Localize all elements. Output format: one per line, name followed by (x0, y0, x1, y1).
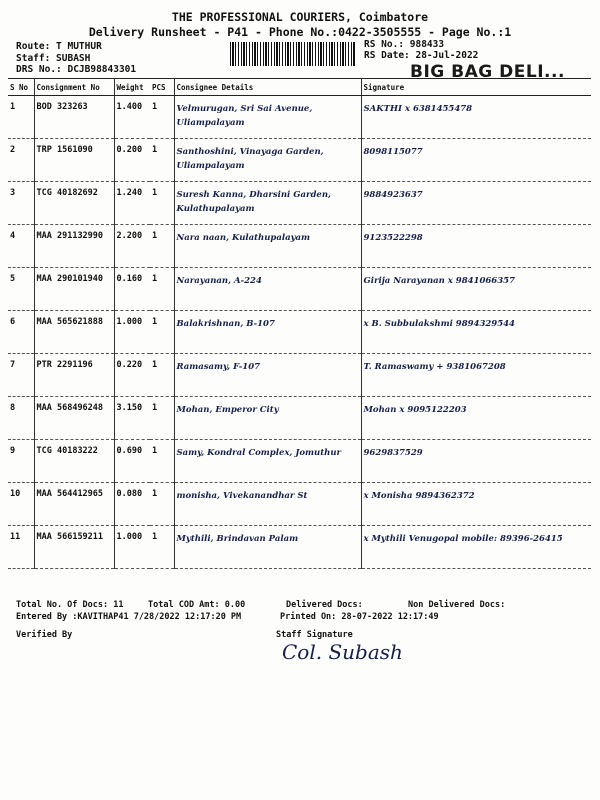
cell-sno: 5 (8, 268, 34, 311)
cell-consignment: TCG 40182692 (34, 182, 114, 225)
cell-consignment: MAA 566159211 (34, 526, 114, 569)
cell-consignee: monisha, Vivekanandhar St (174, 483, 361, 526)
table-row (8, 526, 591, 569)
total-cod: Total COD Amt: 0.00 (148, 600, 246, 610)
cell-consignee: Santhoshini, Vinayaga Garden, Uliampalayam (174, 139, 361, 182)
table-row (8, 96, 591, 139)
rs-number: RS No.: 988433 (364, 39, 445, 50)
cell-consignment: MAA 291132990 (34, 225, 114, 268)
cell-pcs: 1 (150, 483, 174, 526)
runsheet-subtitle: Delivery Runsheet - P41 - Phone No.:0422-3505555 - Page No.:1 (88, 25, 512, 39)
cell-pcs: 1 (150, 182, 174, 225)
cell-signature: T. Ramaswamy + 9381067208 (361, 354, 591, 397)
cell-signature: Girija Narayanan x 9841066357 (361, 268, 591, 311)
cell-consignee: Balakrishnan, B-107 (174, 311, 361, 354)
cell-signature: x Monisha 9894362372 (361, 483, 591, 526)
cell-consignee: Velmurugan, Sri Sai Avenue, Uliampalayam (174, 96, 361, 139)
cell-weight: 1.240 (114, 182, 150, 225)
table-row (8, 225, 591, 268)
cell-consignment: PTR 2291196 (34, 354, 114, 397)
cell-signature: 9884923637 (361, 182, 591, 225)
cell-consignee: Mythili, Brindavan Palam (174, 526, 361, 569)
table-row (8, 354, 591, 397)
table-row (8, 139, 591, 182)
printed-on: Printed On: 28-07-2022 12:17:49 (280, 612, 439, 622)
cell-sno: 1 (8, 96, 34, 139)
cell-signature: SAKTHI x 6381455478 (361, 96, 591, 139)
cell-pcs: 1 (150, 311, 174, 354)
staff-label: Staff: SUBASH (16, 53, 91, 64)
col-consignment: Consignment No (34, 79, 114, 96)
delivered-docs: Delivered Docs: (286, 600, 363, 610)
company-title: THE PROFESSIONAL COURIERS, Coimbatore (171, 10, 429, 24)
cell-pcs: 1 (150, 96, 174, 139)
cell-signature: x Mythili Venugopal mobile: 89396-26415 (361, 526, 591, 569)
cell-sno: 10 (8, 483, 34, 526)
cell-consignee: Mohan, Emperor City (174, 397, 361, 440)
table-row (8, 483, 591, 526)
cell-consignment: MAA 568496248 (34, 397, 114, 440)
total-docs: Total No. Of Docs: 11 (16, 600, 124, 610)
cell-sno: 6 (8, 311, 34, 354)
cell-weight: 1.000 (114, 526, 150, 569)
cell-consignment: MAA 564412965 (34, 483, 114, 526)
barcode (230, 42, 356, 66)
cell-pcs: 1 (150, 397, 174, 440)
non-delivered-docs: Non Delivered Docs: (408, 600, 506, 610)
cell-consignment: MAA 290101940 (34, 268, 114, 311)
table-row (8, 182, 591, 225)
cell-pcs: 1 (150, 268, 174, 311)
col-consignee: Consignee Details (174, 79, 361, 96)
cell-sno: 9 (8, 440, 34, 483)
table-row (8, 268, 591, 311)
cell-sno: 8 (8, 397, 34, 440)
col-signature: Signature (361, 79, 591, 96)
cell-pcs: 1 (150, 139, 174, 182)
table-row (8, 397, 591, 440)
cell-pcs: 1 (150, 354, 174, 397)
runsheet-table (8, 78, 591, 569)
cell-weight: 0.690 (114, 440, 150, 483)
cell-pcs: 1 (150, 440, 174, 483)
cell-consignee: Suresh Kanna, Dharsini Garden, Kulathupalayam (174, 182, 361, 225)
route-label: Route: T MUTHUR (16, 41, 102, 52)
cell-weight: 0.160 (114, 268, 150, 311)
cell-pcs: 1 (150, 225, 174, 268)
cell-consignee: Narayanan, A-224 (174, 268, 361, 311)
cell-sno: 11 (8, 526, 34, 569)
cell-consignee: Nara naan, Kulathupalayam (174, 225, 361, 268)
cell-consignment: TRP 1561090 (34, 139, 114, 182)
cell-sno: 3 (8, 182, 34, 225)
staff-signature-label: Staff Signature (276, 630, 353, 640)
cell-weight: 2.200 (114, 225, 150, 268)
col-weight: Weight (114, 79, 150, 96)
col-pcs: PCS (150, 79, 174, 96)
big-bag-stamp: BIG BAG DELI... (410, 62, 565, 82)
cell-consignment: TCG 40183222 (34, 440, 114, 483)
cell-signature: Mohan x 9095122203 (361, 397, 591, 440)
cell-signature: 8098115077 (361, 139, 591, 182)
cell-consignee: Samy, Kondral Complex, Jomuthur (174, 440, 361, 483)
drs-number: DRS No.: DCJB98843301 (16, 64, 137, 75)
cell-signature: 9123522298 (361, 225, 591, 268)
cell-pcs: 1 (150, 526, 174, 569)
cell-weight: 1.000 (114, 311, 150, 354)
staff-handwritten-signature: Col. Subash (282, 640, 403, 664)
entered-by: Entered By :KAVITHAP41 7/28/2022 12:17:20 PM (16, 612, 242, 622)
table-header-row (8, 79, 591, 96)
table-row (8, 311, 591, 354)
cell-sno: 7 (8, 354, 34, 397)
cell-signature: 9629837529 (361, 440, 591, 483)
verified-by: Verified By (16, 630, 73, 640)
cell-consignee: Ramasamy, F-107 (174, 354, 361, 397)
cell-weight: 1.400 (114, 96, 150, 139)
cell-weight: 0.200 (114, 139, 150, 182)
cell-weight: 3.150 (114, 397, 150, 440)
cell-weight: 0.220 (114, 354, 150, 397)
cell-consignment: MAA 565621888 (34, 311, 114, 354)
cell-signature: x B. Subbulakshmi 9894329544 (361, 311, 591, 354)
col-sno: S No (8, 79, 34, 96)
table-row (8, 440, 591, 483)
cell-consignment: BOD 323263 (34, 96, 114, 139)
cell-sno: 4 (8, 225, 34, 268)
cell-weight: 0.080 (114, 483, 150, 526)
rs-date: RS Date: 28-Jul-2022 (364, 50, 479, 61)
cell-sno: 2 (8, 139, 34, 182)
